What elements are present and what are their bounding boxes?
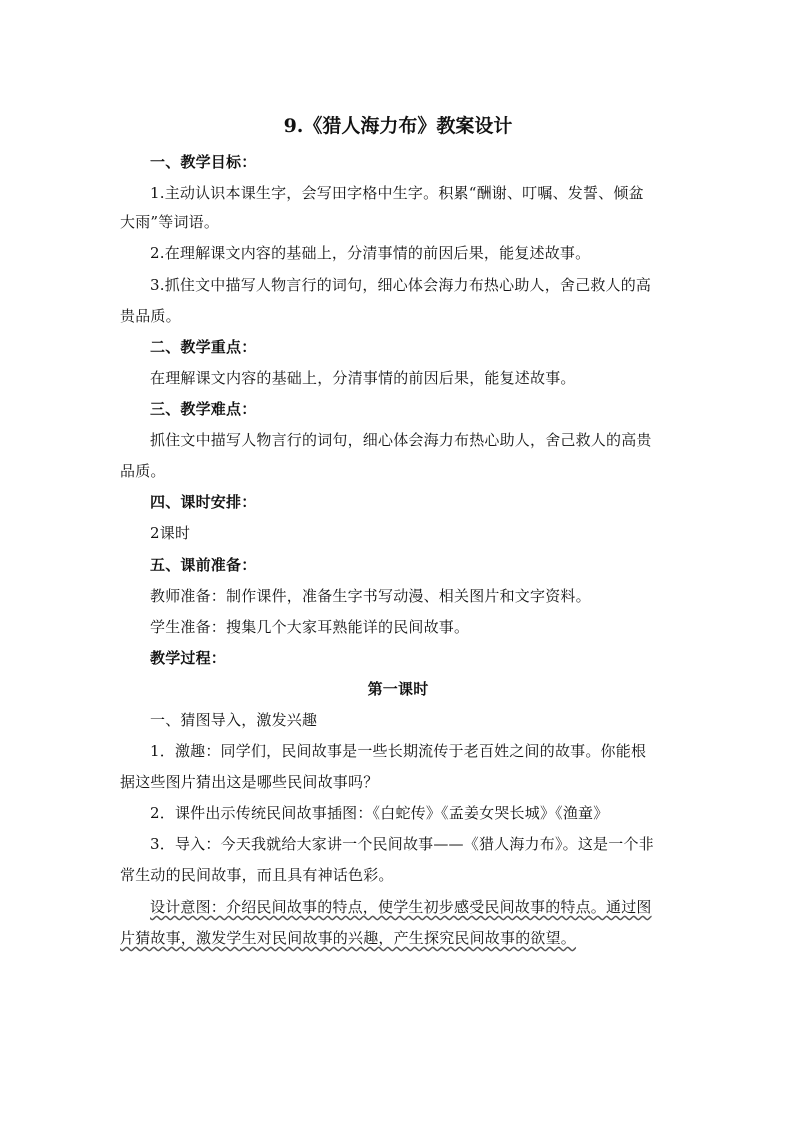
objectives-heading: 一、教学目标：	[150, 153, 257, 171]
teacher-preparation: 教师准备：制作课件，准备生字书写动漫、相关图片和文字资料。	[150, 587, 591, 605]
schedule-text: 2课时	[150, 524, 191, 542]
key-points-heading: 二、教学重点：	[150, 338, 257, 356]
objective-line-4: 3.抓住文中描写人物言行的词句，细心体会海力布热心助人，舍己救人的高	[150, 276, 652, 294]
student-preparation: 学生准备：搜集几个大家耳熟能详的民间故事。	[150, 618, 470, 636]
key-points-text: 在理解课文内容的基础上，分清事情的前因后果，能复述故事。	[150, 369, 576, 387]
process-line-3: 2．课件出示传统民间故事插图：《白蛇传》《孟姜女哭长城》《渔童》	[150, 804, 609, 822]
process-line-1: 1．激趣：同学们，民间故事是一些长期流传于老百姓之间的故事。你能根	[150, 742, 647, 760]
design-intent-line-1: 设计意图：介绍民间故事的特点，使学生初步感受民间故事的特点。通过图	[150, 898, 652, 916]
lesson-title: 第一课时	[367, 680, 429, 698]
preparation-heading: 五、课前准备：	[150, 556, 257, 574]
process-heading: 教学过程：	[150, 649, 227, 667]
objective-line-5: 贵品质。	[120, 307, 181, 325]
difficulties-line-2: 品质。	[120, 462, 166, 480]
objective-line-2: 大雨”等词语。	[120, 213, 220, 231]
difficulties-heading: 三、教学难点：	[150, 400, 257, 418]
process-line-5: 常生动的民间故事，而且具有神话色彩。	[120, 866, 394, 884]
page-title: 9.《猎人海力布》教案设计	[283, 115, 513, 137]
process-line-2: 据这些图片猜出这是哪些民间故事吗？	[120, 773, 379, 791]
schedule-heading: 四、课时安排：	[150, 493, 257, 511]
process-line-4: 3．导入：今天我就给大家讲一个民间故事——《猎人海力布》。这是一个非	[150, 835, 654, 853]
design-intent-line-2: 片猜故事，激发学生对民间故事的兴趣，产生探究民间故事的欲望。	[120, 929, 577, 947]
difficulties-line-1: 抓住文中描写人物言行的词句，细心体会海力布热心助人，舍己救人的高贵	[150, 431, 652, 449]
step1-heading: 一、猜图导入，激发兴趣	[150, 711, 318, 729]
objective-line-3: 2.在理解课文内容的基础上，分清事情的前因后果，能复述故事。	[150, 244, 591, 262]
objective-line-1: 1.主动认识本课生字，会写田字格中生字。积累“酬谢、叮嘱、发誓、倾盆	[150, 184, 644, 202]
